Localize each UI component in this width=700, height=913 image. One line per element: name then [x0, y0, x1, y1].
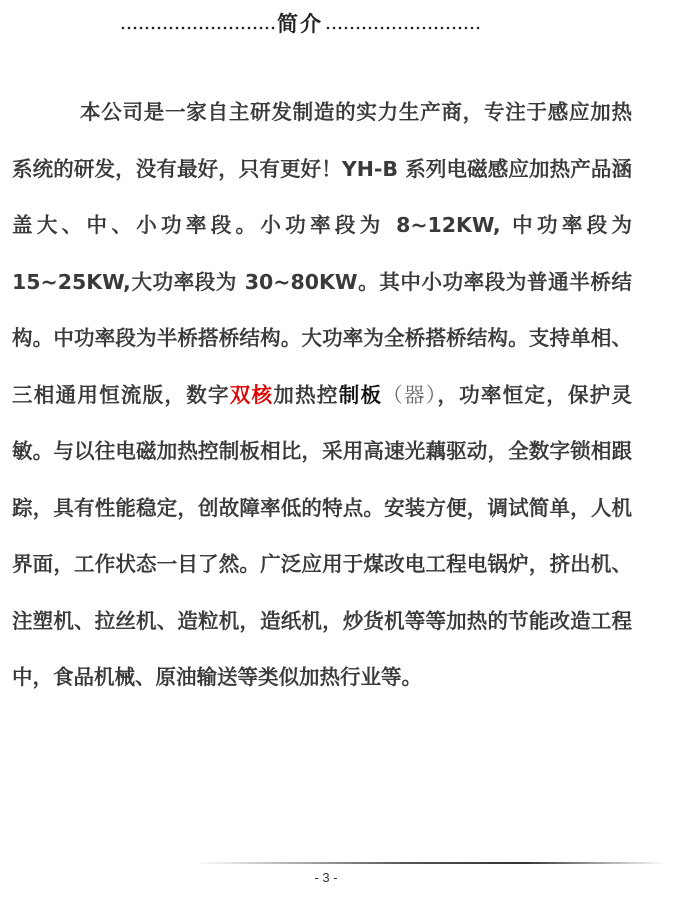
- leader-dots-right: [325, 26, 480, 30]
- highlight-control-board: 制板: [338, 382, 383, 407]
- highlight-dual-core: 双核: [229, 382, 274, 407]
- parenthetical-device: （器）: [382, 382, 438, 407]
- section-title: 简介: [277, 12, 323, 36]
- intro-text-part-1: 本公司是一家自主研发制造的实力生产商，专注于感应加热系统的研发，没有最好，只有更好！YH-B 系列电磁感应加热产品涵盖大、中、小功率段。小功率段为 8~12KW, 中功率段为 15~25KW,大功率段为 30~80KW。其中小功率段为普通半桥结构。中功率段为半桥搭桥结构。大功率为全桥搭桥结构。支持单相、三相通用恒流版，数字: [12, 100, 632, 407]
- footer-divider: [195, 862, 665, 864]
- page-number: - 3 -: [314, 870, 338, 885]
- intro-paragraph-block: [12, 84, 632, 706]
- intro-paragraph: [12, 84, 632, 706]
- leader-dots-left: [120, 26, 275, 30]
- section-heading: [120, 6, 480, 40]
- intro-text-part-3: ，功率恒定，保护灵敏。与以往电磁加热控制板相比，采用高速光藕驱动，全数字锁相跟踪，具有性能稳定，创故障率低的特点。安装方便，调试简单，人机界面，工作状态一目了然。广泛应用于煤改电工程电锅炉，挤出机、注塑机、拉丝机、造粒机，造纸机，炒货机等等加热的节能改造工程中，食品机械、原油输送等类似加热行业等。: [12, 382, 633, 689]
- intro-text-part-2: 加热控: [273, 382, 339, 407]
